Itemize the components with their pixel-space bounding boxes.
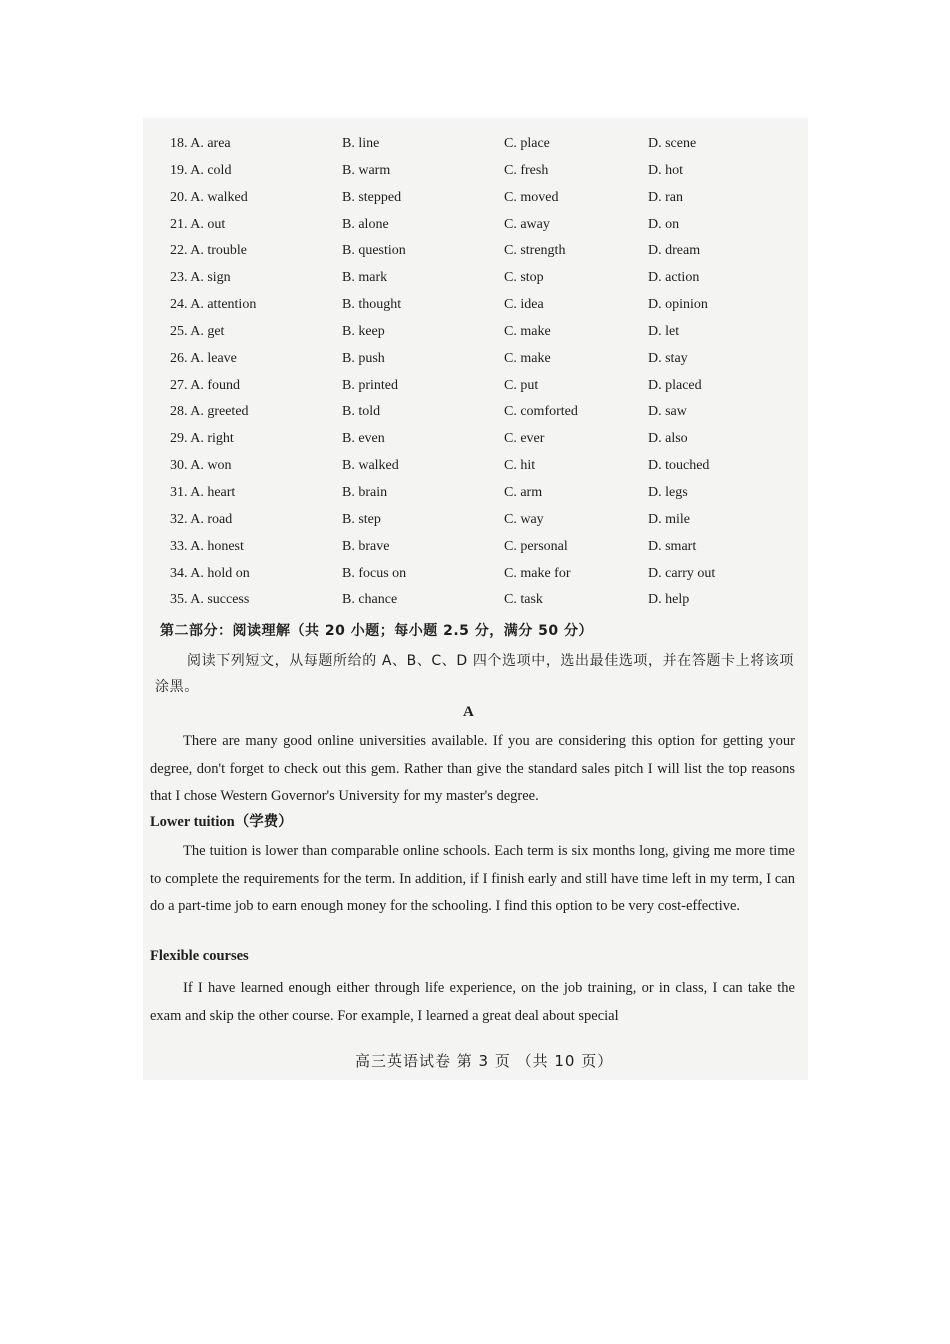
section-title: 第二部分：阅读理解（共 20 小题；每小题 2.5 分，满分 50 分） [160,623,594,639]
option-c: C. comforted [504,404,578,420]
question-row [170,536,770,563]
option-b: B. step [342,511,381,527]
option-c: C. away [504,216,550,232]
option-a: 27. A. found [170,377,240,393]
option-c: C. make [504,350,551,366]
option-d: D. help [648,592,690,608]
option-d: D. hot [648,162,683,178]
cloze-options-table [170,133,770,616]
option-d: D. dream [648,243,701,259]
question-row [170,348,770,375]
option-a: 23. A. sign [170,270,231,286]
option-b: B. brain [342,484,388,500]
option-c: C. personal [504,538,568,554]
option-d: D. ran [648,189,683,205]
question-row [170,214,770,241]
option-c: C. moved [504,189,559,205]
option-d: D. action [648,270,700,286]
option-d: D. also [648,431,688,447]
option-d: D. smart [648,538,697,554]
option-d: D. placed [648,377,702,393]
option-b: B. chance [342,592,398,608]
question-row [170,375,770,402]
option-b: B. brave [342,538,390,554]
question-row [170,509,770,536]
passage-intro: There are many good online universities available. If you are considering this option for getting your degree, don't forget to check out this gem. Rather than give the standard sales pitch I will list the top reasons that I chose Western Governor's University for my master's degree. [150,733,795,804]
question-row [170,428,770,455]
option-b: B. walked [342,458,399,474]
option-b: B. question [342,243,406,259]
option-b: B. line [342,136,380,151]
option-c: C. make for [504,565,571,581]
question-row [170,187,770,214]
passage-paragraph: The tuition is lower than comparable online schools. Each term is six months long, giving me more time to complete the requirements for the term. In addition, if I finish early and still have time left in my term, I can do a part-time job to earn enough money for the schooling. I find this option to be very cost-effective. [150,843,795,914]
option-c: C. make [504,323,551,339]
question-row [170,267,770,294]
page-footer: 高三英语试卷 第 3 页 （共 10 页） [355,1052,614,1070]
option-c: C. way [504,511,544,527]
question-row [170,133,770,160]
option-c: C. fresh [504,162,549,178]
option-b: B. push [342,350,385,366]
option-a: 24. A. attention [170,297,257,313]
option-c: C. stop [504,270,544,286]
option-a: 28. A. greeted [170,404,249,420]
option-d: D. on [648,216,680,232]
passage-paragraph: If I have learned enough either through life experience, on the job training, or in class, I can take the exam and skip the other course. For example, I learned a great deal about special [150,980,795,1024]
question-row [170,321,770,348]
option-d: D. legs [648,484,688,500]
option-d: D. mile [648,511,690,527]
option-a: 30. A. won [170,458,232,474]
question-row [170,401,770,428]
option-a: 18. A. area [170,136,231,151]
question-row [170,160,770,187]
option-a: 26. A. leave [170,350,237,366]
option-c: C. put [504,377,539,393]
option-d: D. carry out [648,565,716,581]
option-c: C. strength [504,243,566,259]
option-a: 20. A. walked [170,189,248,205]
question-row [170,455,770,482]
option-a: 21. A. out [170,216,226,232]
option-a: 33. A. honest [170,538,244,554]
option-b: B. keep [342,323,385,339]
option-d: D. opinion [648,297,708,313]
option-c: C. ever [504,431,545,447]
option-a: 29. A. right [170,431,234,447]
question-row [170,482,770,509]
question-row [170,294,770,321]
option-d: D. let [648,323,680,339]
option-a: 25. A. get [170,323,225,339]
option-b: B. printed [342,377,398,393]
option-b: B. stepped [342,189,402,205]
option-a: 32. A. road [170,511,233,527]
question-row [170,240,770,267]
option-b: B. warm [342,162,391,178]
option-b: B. even [342,431,385,447]
option-c: C. arm [504,484,543,500]
passage-heading: Lower tuition（学费） [150,814,293,830]
option-a: 35. A. success [170,592,250,608]
option-b: B. focus on [342,565,407,581]
option-d: D. touched [648,458,710,474]
question-row [170,563,770,590]
option-b: B. told [342,404,381,420]
option-d: D. stay [648,350,688,366]
option-c: C. task [504,592,543,608]
option-d: D. saw [648,404,687,420]
option-a: 22. A. trouble [170,243,247,259]
option-c: C. idea [504,297,544,313]
section-instruction: 阅读下列短文，从每题所给的 A、B、C、D 四个选项中，选出最佳选项，并在答题卡上将该项涂黑。 [155,653,795,695]
option-b: B. mark [342,270,388,286]
option-a: 31. A. heart [170,484,236,500]
option-b: B. thought [342,297,402,313]
passage-heading: Flexible courses [150,948,249,964]
question-row [170,589,770,616]
passage-label: A [463,704,474,720]
option-a: 34. A. hold on [170,565,250,581]
option-a: 19. A. cold [170,162,232,178]
option-c: C. place [504,136,550,151]
option-b: B. alone [342,216,389,232]
option-d: D. scene [648,136,697,151]
option-c: C. hit [504,458,536,474]
